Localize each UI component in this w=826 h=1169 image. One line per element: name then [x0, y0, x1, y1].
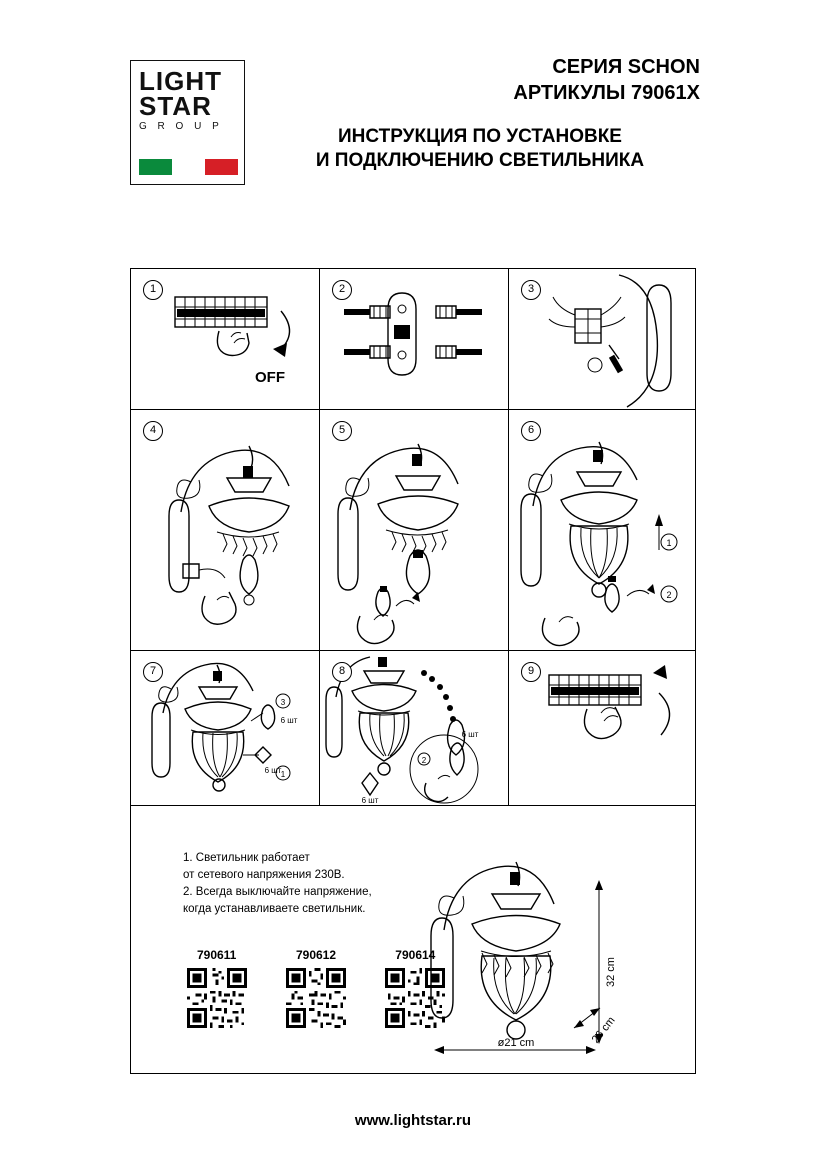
logo-group-text: G R O U P [139, 121, 223, 132]
step-number-4: 4 [143, 421, 163, 441]
step-number-2: 2 [332, 280, 352, 300]
step-7-qty-bottom: 6 шт [264, 766, 282, 775]
product-code-1 [181, 948, 252, 1028]
step-1-caption: OFF [255, 369, 285, 386]
step-number-6: 6 [521, 421, 541, 441]
brand-logo [130, 60, 245, 185]
italy-flag-icon [139, 159, 238, 175]
header-titles [260, 55, 700, 173]
step-cell-7 [131, 651, 320, 806]
series-label: СЕРИЯ SCHON [552, 56, 700, 78]
step-number-8: 8 [332, 662, 352, 682]
step-5-illustration [320, 410, 509, 651]
title-line-2: И ПОДКЛЮЧЕНИЮ СВЕТИЛЬНИКА [315, 150, 645, 171]
logo-line-2: STAR [139, 91, 212, 121]
steps-grid [130, 268, 696, 1074]
header [130, 55, 700, 205]
note-line-1: 1. Светильник работает [183, 852, 310, 864]
logo-line-1: LIGHT [139, 66, 222, 96]
product-number-2: 790612 [295, 948, 337, 962]
qr-codes-block [181, 948, 451, 1028]
qr-code-icon-1 [187, 968, 247, 1028]
step-number-3: 3 [521, 280, 541, 300]
product-number-1: 790611 [196, 948, 237, 962]
product-number-3: 790614 [395, 948, 436, 962]
note-line-3: 2. Всегда выключайте напряжение, [183, 886, 372, 898]
svg-text:3: 3 [280, 698, 286, 707]
qr-code-icon-2 [286, 968, 346, 1028]
note-line-4: когда устанавливаете светильник. [183, 903, 366, 915]
step-cell-1 [131, 269, 320, 410]
notes-block [183, 850, 433, 918]
step-cell-9 [509, 651, 695, 806]
svg-text:2: 2 [421, 756, 427, 765]
step-4-illustration [131, 410, 320, 651]
step-cell-8 [320, 651, 509, 806]
dimension-drawing [424, 832, 679, 1062]
logo-text [139, 66, 238, 132]
step-cell-6 [509, 410, 695, 651]
note-line-2: от сетевого напряжения 230В. [183, 869, 345, 881]
step-6-illustration [509, 410, 695, 651]
dimension-diameter: ø21 cm [497, 1037, 535, 1049]
dimension-depth: 26 cm [589, 1014, 618, 1046]
step-6-mark-2: 2 [666, 590, 672, 600]
step-cell-3 [509, 269, 695, 410]
step-number-7: 7 [143, 662, 163, 682]
article-label: АРТИКУЛЫ 79061X [513, 82, 700, 104]
info-panel [131, 806, 695, 1073]
step-number-5: 5 [332, 421, 352, 441]
title-line-1: ИНСТРУКЦИЯ ПО УСТАНОВКЕ [338, 126, 622, 147]
step-cell-5 [320, 410, 509, 651]
step-cell-4 [131, 410, 320, 651]
product-code-2 [280, 948, 351, 1028]
step-6-mark-1: 1 [666, 538, 672, 548]
step-cell-2 [320, 269, 509, 410]
lamp-dimension-illustration [424, 832, 679, 1067]
step-8-qty-right: 6 шт [461, 730, 479, 739]
step-number-1: 1 [143, 280, 163, 300]
footer-website[interactable]: www.lightstar.ru [354, 1112, 472, 1129]
svg-text:1: 1 [280, 770, 286, 779]
step-7-qty-top: 6 шт [280, 716, 298, 725]
dimension-height: 32 cm [605, 957, 617, 987]
step-8-qty-bottom: 6 шт [361, 796, 379, 805]
step-number-9: 9 [521, 662, 541, 682]
